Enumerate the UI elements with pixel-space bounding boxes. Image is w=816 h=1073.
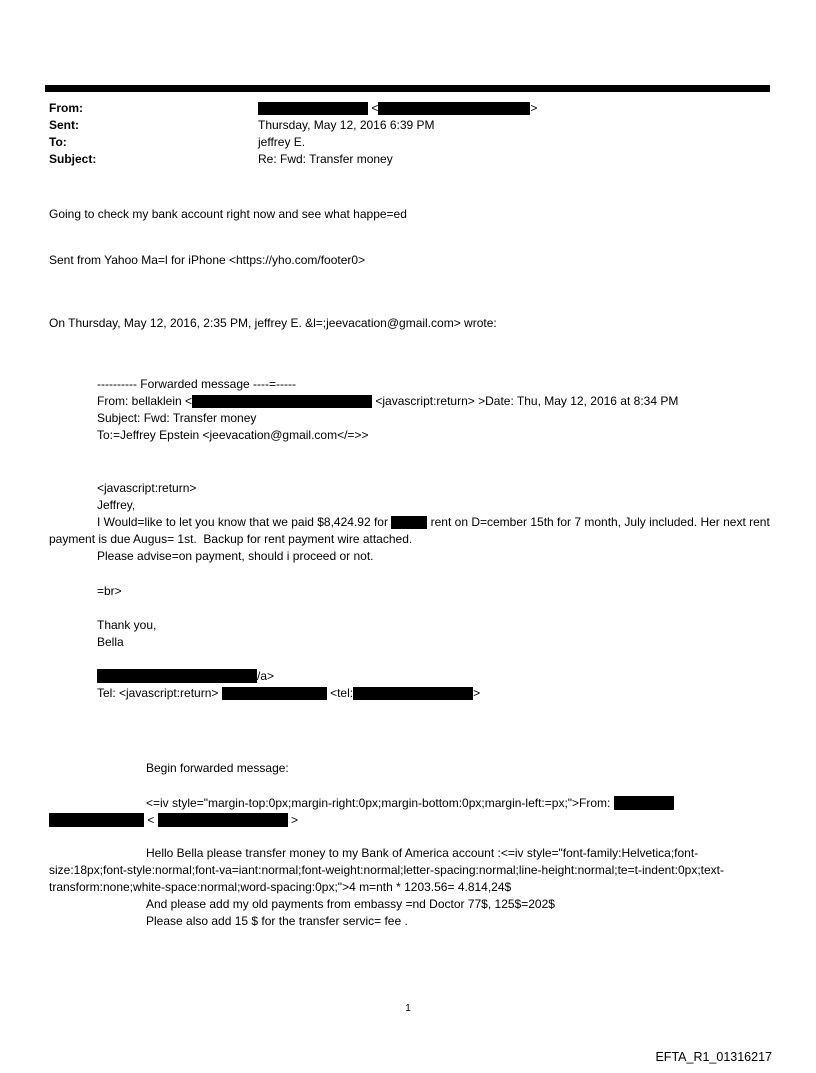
tel-mid: <tel: <box>326 686 354 700</box>
top-rule <box>45 85 770 92</box>
javascript-artifact-line: <javascript:return> <box>97 481 197 495</box>
tel-close: > <box>473 686 481 700</box>
page-number: 1 <box>405 1003 411 1014</box>
header-to-row <box>49 134 770 151</box>
rent-paid-paragraph <box>49 514 774 548</box>
inner-forwarded-from-block <box>49 795 770 829</box>
header-to-value: jeffrey E. <box>258 135 306 149</box>
embassy-doctor-line: And please add my old payments from embassy =nd Doctor 77$, 125$=202$ <box>146 897 555 911</box>
body-reply-intro-line: On Thursday, May 12, 2016, 2:35 PM, jeffrey E. &l=;jeevacation@gmail.com> wrote: <box>49 316 497 330</box>
fwd-from-suffix: <javascript:return> >Date: Thu, May 12, 2016 at 8:34 PM <box>372 394 679 408</box>
fwd-to-line: To:=Jeffrey Epstein <jeevacation@gmail.com</=>> <box>97 428 369 442</box>
transfer-request-block <box>49 845 770 930</box>
salutation-line: Jeffrey, <box>97 498 136 512</box>
quoted-message-body <box>49 480 774 565</box>
from-angle-close: > <box>530 101 538 115</box>
signature-line: Bella <box>97 635 124 649</box>
header-subject-value: Re: Fwd: Transfer money <box>258 152 393 166</box>
header-to-label: To: <box>49 135 67 149</box>
redaction-tenant-name <box>391 516 427 529</box>
transfer-fee-line: Please also add 15 $ for the transfer servic= fee . <box>146 914 408 928</box>
redaction-phone-number <box>222 687 327 700</box>
header-subject-row <box>49 151 770 168</box>
header-from-value <box>258 100 537 117</box>
redaction-inner-sender-name-2 <box>49 813 144 827</box>
bates-stamp: EFTA_R1_01316217 <box>655 1050 772 1064</box>
tel-prefix: Tel: <javascript:return> <box>97 686 222 700</box>
header-from-row <box>49 100 770 117</box>
inner-sender-address-line <box>49 812 770 829</box>
body-check-account-line: Going to check my bank account right now and see what happe=ed <box>49 207 407 221</box>
redaction-signature-link <box>97 669 257 683</box>
addr-angle-close: > <box>287 813 299 827</box>
hello-transfer-paragraph: Hello Bella please transfer money to my Bank of America account :<=iv style="font-family:Helvetica;font-size:18px;font-style:normal;font-va=iant:normal;font-weight:normal;letter-spacing:normal;line-height:normal;te=t-indent:0px;text-transform:none;white-space:normal;word-spacing:0px;">4 m=nth * 1203.56= 4.814,24$ <box>49 846 724 894</box>
style-from-line <box>49 795 770 812</box>
signature-link-tail: /a> <box>257 669 275 683</box>
advise-line: Please advise=on payment, should i proceed or not. <box>97 549 374 563</box>
header-subject-label: Subject: <box>49 152 97 166</box>
br-artifact-line: =br> <box>97 584 122 598</box>
forwarded-message-header <box>49 376 770 444</box>
email-header <box>49 100 770 168</box>
redaction-phone-link <box>353 687 473 700</box>
redaction-sender-name <box>258 102 368 115</box>
header-sent-label: Sent: <box>49 118 79 132</box>
fwd-subject-line: Subject: Fwd: Transfer money <box>97 411 257 425</box>
redaction-inner-sender-email <box>158 813 288 827</box>
redaction-inner-sender-name-1 <box>614 796 674 810</box>
closing-line: Thank you, <box>97 618 157 632</box>
header-sent-value: Thursday, May 12, 2016 6:39 PM <box>258 118 435 132</box>
addr-angle-open: < <box>144 813 158 827</box>
telephone-line <box>49 685 770 702</box>
from-angle-open: < <box>368 101 379 115</box>
body-yahoo-footer-line: Sent from Yahoo Ma=l for iPhone <https://yho.com/footer0> <box>49 253 366 267</box>
closing-block <box>49 617 770 651</box>
header-sent-row <box>49 117 770 134</box>
fwd-from-prefix: From: bellaklein < <box>97 394 193 408</box>
redaction-fwd-sender-email <box>192 395 372 408</box>
signature-link-line <box>49 668 770 685</box>
rent-paid-prefix: I Would=like to let you know that we paid $8,424.92 for <box>97 515 392 529</box>
signature-contact-block <box>49 668 770 702</box>
fwd-separator-line: ---------- Forwarded message ----=----- <box>97 377 296 391</box>
rent-paid-suffix: rent on D=cember 15th for 7 month, July included. Her next rent payment is due Augus= 1st. Backup for rent payment wire attached. <box>49 515 774 546</box>
style-from-text: <=iv style="margin-top:0px;margin-right:0px;margin-bottom:0px;margin-left:=px;">From: <box>146 796 614 810</box>
redaction-sender-email <box>378 102 530 115</box>
header-from-label: From: <box>49 101 83 115</box>
begin-forwarded-line: Begin forwarded message: <box>146 761 289 775</box>
fwd-from-line <box>49 393 770 410</box>
